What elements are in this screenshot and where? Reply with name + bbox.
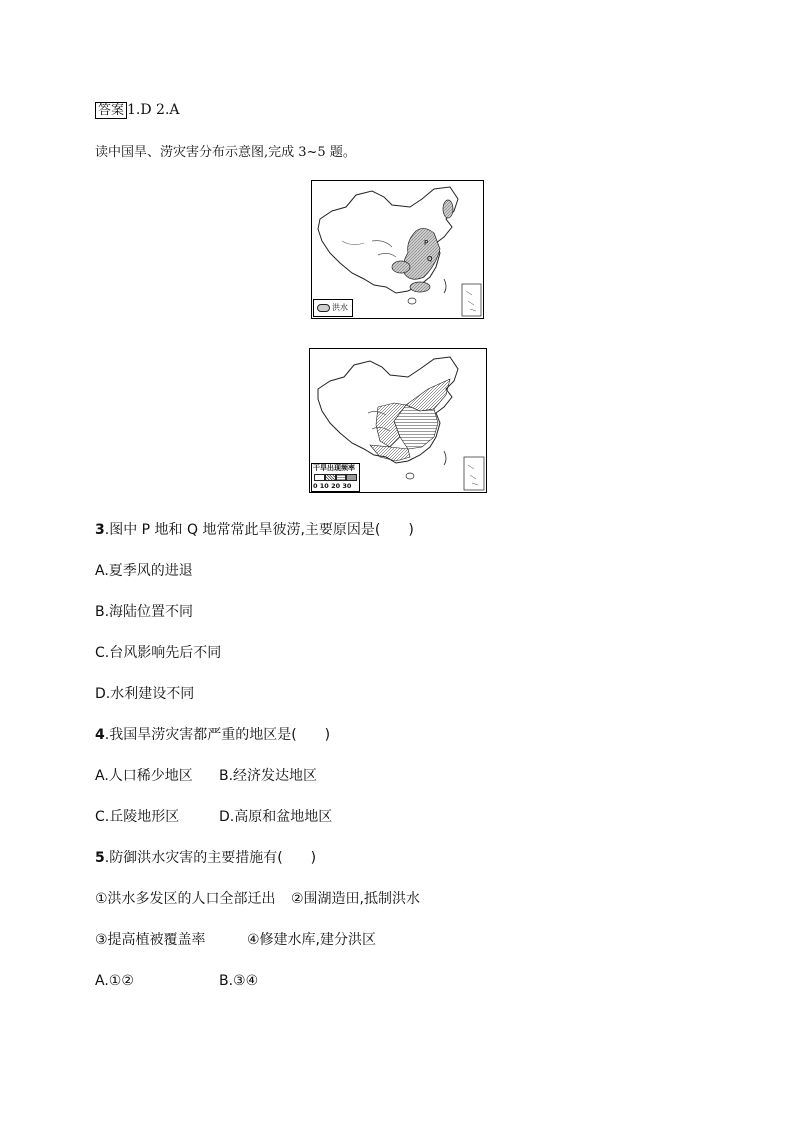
q4-text: .我国旱涝灾害都严重的地区是( ) [104, 727, 331, 743]
q5-number: 5 [95, 850, 105, 866]
answer-label: 答案 [95, 102, 127, 119]
hainan-island [406, 473, 414, 479]
q3-option-c: C.台风影响先后不同 [95, 645, 222, 661]
q3-stem [95, 521, 414, 539]
answer-text: 1.D 2.A [127, 102, 180, 118]
q5-statement-4: ④修建水库,建分洪区 [247, 932, 377, 948]
q4-stem [95, 726, 330, 744]
q3-text: .图中 P 地和 Q 地常常此旱彼涝,主要原因是( ) [104, 522, 414, 538]
q3-option-d: D.水利建设不同 [95, 686, 195, 702]
point-q: Q [427, 255, 433, 263]
flood-legend-swatch [317, 304, 330, 312]
q3-option-b: B.海陆位置不同 [95, 604, 194, 620]
q4-number: 4 [95, 727, 105, 743]
legend-swatch-10 [325, 474, 336, 481]
flood-area [410, 282, 430, 292]
flood-area [392, 261, 410, 273]
drought-map [309, 348, 487, 493]
drought-area [370, 445, 410, 461]
legend-swatch-30 [346, 474, 357, 481]
hainan-island [408, 298, 416, 304]
legend-swatch-0 [314, 474, 325, 481]
legend-swatch-20 [336, 474, 347, 481]
drought-area [406, 379, 450, 411]
q3-option-a: A.夏季风的进退 [95, 563, 193, 579]
flood-area [404, 228, 441, 279]
flood-legend [313, 299, 353, 317]
q5-option-a: A.①② [95, 973, 134, 989]
flood-map [311, 180, 484, 319]
q5-statement-3: ③提高植被覆盖率 [95, 932, 206, 948]
q4-option-b: B.经济发达地区 [219, 768, 318, 784]
answer-line [95, 101, 180, 119]
q5-option-b: B.③④ [219, 973, 259, 989]
south-china-sea-inset [464, 457, 484, 490]
q4-option-a: A.人口稀少地区 [95, 768, 193, 784]
q3-number: 3 [95, 522, 105, 538]
drought-legend-scale: 0 10 20 30 [313, 482, 352, 490]
q4-option-c: C.丘陵地形区 [95, 809, 180, 825]
q4-option-d: D.高原和盆地地区 [219, 809, 333, 825]
flood-area [443, 200, 453, 218]
q5-statement-1: ①洪水多发区的人口全部迁出 [95, 891, 276, 907]
point-p: P [424, 239, 429, 247]
drought-legend-swatches [314, 474, 357, 481]
q5-text: .防御洪水灾害的主要措施有( ) [104, 850, 317, 866]
q5-statement-2: ②围湖造田,抵制洪水 [291, 891, 421, 907]
q5-stem [95, 849, 316, 867]
intro-text: 读中国旱、涝灾害分布示意图,完成 3~5 题。 [95, 145, 356, 160]
drought-legend-title: 干旱出现频率 [313, 464, 355, 472]
south-china-sea-inset [462, 284, 481, 316]
flood-legend-label: 洪水 [332, 303, 348, 312]
drought-legend [311, 463, 360, 492]
china-outline-flood [312, 181, 483, 318]
